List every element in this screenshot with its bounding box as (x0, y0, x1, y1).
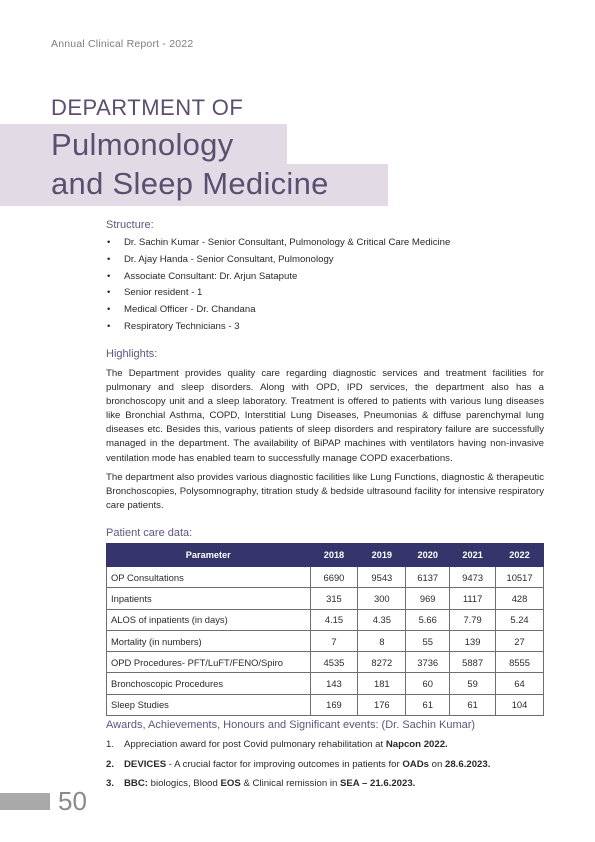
value-cell: 5.66 (406, 609, 450, 630)
table-row (107, 673, 544, 694)
list-item-text: Dr. Sachin Kumar - Senior Consultant, Pulmonology & Critical Care Medicine (124, 237, 451, 248)
value-cell: 5887 (450, 652, 496, 673)
value-cell: 4.15 (310, 609, 358, 630)
list-item-text: Senior resident - 1 (124, 287, 203, 299)
department-title-line-2: and Sleep Medicine (51, 166, 329, 201)
list-item-text: Dr. Ajay Handa - Senior Consultant, Pulmonology (124, 253, 334, 265)
value-cell: 6690 (310, 567, 358, 588)
table-body (107, 567, 544, 716)
value-cell: 315 (310, 588, 358, 609)
value-cell: 300 (358, 588, 406, 609)
value-cell: 9543 (358, 567, 406, 588)
structure-list (106, 236, 450, 337)
department-kicker: DEPARTMENT OF (51, 95, 244, 120)
list-item (106, 286, 450, 303)
parameter-cell: Sleep Studies (107, 694, 311, 715)
structure-heading: Structure: (106, 219, 154, 231)
highlights-paragraph-2: The department also provides various diagnostic facilities like Lung Functions, diagnostic & therapeutic Bronchoscopies, Polysomnography, titration study & bedside ultrasound facility for intensive respiratory care patients. (106, 472, 544, 512)
value-cell: 7.79 (450, 609, 496, 630)
list-item-text: Respiratory Technicians - 3 (124, 320, 240, 332)
value-cell: 7 (310, 630, 358, 651)
awards-list (106, 738, 490, 797)
column-header: 2022 (496, 544, 544, 567)
list-item (106, 320, 450, 337)
table-row (107, 694, 544, 715)
list-item-text: Associate Consultant: Dr. Arjun Satapute (124, 270, 298, 282)
value-cell: 8272 (358, 652, 406, 673)
award-bold: SEA – 21.6.2023. (339, 778, 416, 789)
list-item (106, 236, 450, 253)
value-cell: 9473 (450, 567, 496, 588)
column-header: 2021 (450, 544, 496, 567)
table-header-row (107, 544, 544, 567)
bullet-icon: • (107, 320, 111, 332)
page-number: 50 (58, 786, 87, 816)
parameter-cell: Inpatients (107, 588, 311, 609)
parameter-cell: Bronchoscopic Procedures (107, 673, 311, 694)
parameter-cell: ALOS of inpatients (in days) (107, 609, 311, 630)
column-header: 2019 (358, 544, 406, 567)
value-cell: 64 (496, 673, 544, 694)
value-cell: 181 (358, 673, 406, 694)
value-cell: 1117 (450, 588, 496, 609)
table-row (107, 609, 544, 630)
patient-care-heading: Patient care data: (106, 527, 193, 539)
value-cell: 8 (358, 630, 406, 651)
footer-bar (0, 793, 50, 810)
report-header: Annual Clinical Report - 2022 (51, 38, 194, 50)
award-bold: Napcon 2022. (385, 739, 448, 750)
award-item (106, 758, 490, 778)
value-cell: 61 (406, 694, 450, 715)
award-bold: EOS (220, 778, 241, 789)
bullet-icon: • (107, 287, 111, 299)
parameter-cell: OPD Procedures- PFT/LuFT/FENO/Spiro (107, 652, 311, 673)
column-header: 2018 (310, 544, 358, 567)
highlights-heading: Highlights: (106, 348, 158, 360)
value-cell: 8555 (496, 652, 544, 673)
value-cell: 4.35 (358, 609, 406, 630)
award-bold: 28.6.2023. (445, 758, 491, 770)
value-cell: 969 (406, 588, 450, 609)
value-cell: 61 (450, 694, 496, 715)
table-row (107, 567, 544, 588)
department-title-line-1: Pulmonology (51, 127, 234, 162)
highlights-paragraph-1: The Department provides quality care regarding diagnostic services and treatment facilities for pulmonary and sleep disorders. Along with OPD, IPD services, the department also has a bronchoscopy unit and a sleep laboratory. Treatment is offered to patients with various lung diseases like Bronchial Asthma, COPD, Interstitial Lung Diseases, Pneumonias & diffuse parenchymal lung diseases etc. Besides this, various patients of sleep disorders and respiratory failure are successfully managed in the department. The availability of BiPAP machines with ventilators having non-invasive ventilation mode has enabled team to successfully manage COPD exacerbations. (106, 368, 544, 464)
table-row (107, 652, 544, 673)
value-cell: 104 (496, 694, 544, 715)
list-item (106, 270, 450, 287)
list-item (106, 303, 450, 320)
value-cell: 3736 (406, 652, 450, 673)
value-cell: 60 (406, 673, 450, 694)
value-cell: 27 (496, 630, 544, 651)
table-row (107, 630, 544, 651)
award-text: biologics, Blood (147, 778, 221, 789)
award-item (106, 777, 490, 797)
award-bold: DEVICES (124, 758, 167, 770)
award-text: & Clinical remission in (240, 778, 340, 789)
parameter-cell: Mortality (in numbers) (107, 630, 311, 651)
award-number: 3. (106, 778, 115, 789)
bullet-icon: • (107, 237, 111, 248)
award-text: - A crucial factor for improving outcomes in patients for (166, 758, 403, 770)
list-item-text: Medical Officer - Dr. Chandana (124, 304, 256, 316)
patient-care-table (106, 543, 544, 716)
bullet-icon: • (107, 304, 111, 316)
parameter-cell: OP Consultations (107, 567, 311, 588)
bullet-icon: • (107, 253, 111, 265)
list-item (106, 253, 450, 270)
value-cell: 5.24 (496, 609, 544, 630)
value-cell: 428 (496, 588, 544, 609)
table-row (107, 588, 544, 609)
value-cell: 139 (450, 630, 496, 651)
value-cell: 59 (450, 673, 496, 694)
bullet-icon: • (107, 270, 111, 282)
award-number: 1. (106, 739, 115, 750)
value-cell: 176 (358, 694, 406, 715)
awards-heading: Awards, Achievements, Honours and Significant events: (Dr. Sachin Kumar) (106, 719, 476, 731)
award-text: Appreciation award for post Covid pulmonary rehabilitation at (124, 739, 386, 750)
award-bold: OADs (402, 758, 429, 770)
value-cell: 55 (406, 630, 450, 651)
column-header: Parameter (107, 544, 311, 567)
award-item (106, 738, 490, 758)
value-cell: 10517 (496, 567, 544, 588)
value-cell: 4535 (310, 652, 358, 673)
value-cell: 169 (310, 694, 358, 715)
award-number: 2. (106, 758, 115, 770)
value-cell: 143 (310, 673, 358, 694)
value-cell: 6137 (406, 567, 450, 588)
award-text: on (429, 758, 446, 770)
column-header: 2020 (406, 544, 450, 567)
award-bold: BBC: (124, 778, 148, 789)
